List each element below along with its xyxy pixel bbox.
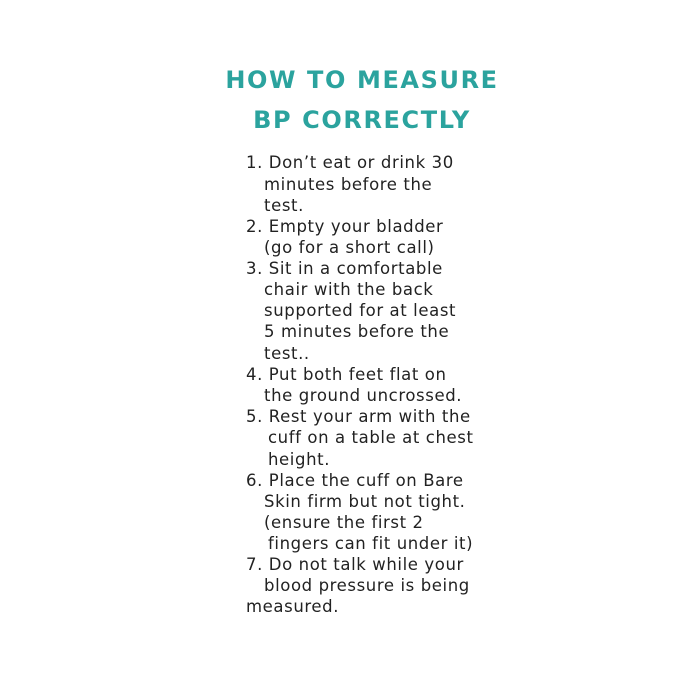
step-4-line-1: 4. Put both feet flat on xyxy=(246,365,447,384)
title-line-2: BP CORRECTLY xyxy=(253,106,471,134)
step-6-line-1: 6. Place the cuff on Bare xyxy=(246,471,464,490)
step-7-line-1: 7. Do not talk while your xyxy=(246,555,464,574)
step-2-line-1: 2. Empty your bladder xyxy=(246,217,444,236)
step-2-line-2: (go for a short call) xyxy=(264,238,435,257)
step-1-line-3: test. xyxy=(264,196,304,215)
title-line-1: HOW TO MEASURE xyxy=(225,66,499,94)
step-5-line-2: cuff on a table at chest xyxy=(268,428,474,447)
step-3-line-3: supported for at least xyxy=(264,301,457,320)
step-3-line-1: 3. Sit in a comfortable xyxy=(246,259,443,278)
step-4-line-2: the ground uncrossed. xyxy=(264,386,463,405)
step-3-line-4: 5 minutes before the xyxy=(264,322,450,341)
step-3-line-2: chair with the back xyxy=(264,280,434,299)
step-5-line-3: height. xyxy=(268,450,331,469)
step-1-line-2: minutes before the xyxy=(264,175,433,194)
step-6-line-2: Skin firm but not tight. xyxy=(264,492,466,511)
step-6-line-3: (ensure the first 2 xyxy=(264,513,424,532)
step-7-line-3: measured. xyxy=(246,597,340,616)
step-5-line-1: 5. Rest your arm with the xyxy=(246,407,471,426)
step-3-line-5: test.. xyxy=(264,344,310,363)
step-6-line-4: fingers can fit under it) xyxy=(268,534,474,553)
step-7-line-2: blood pressure is being xyxy=(264,576,470,595)
step-1-line-1: 1. Don’t eat or drink 30 xyxy=(246,153,454,172)
